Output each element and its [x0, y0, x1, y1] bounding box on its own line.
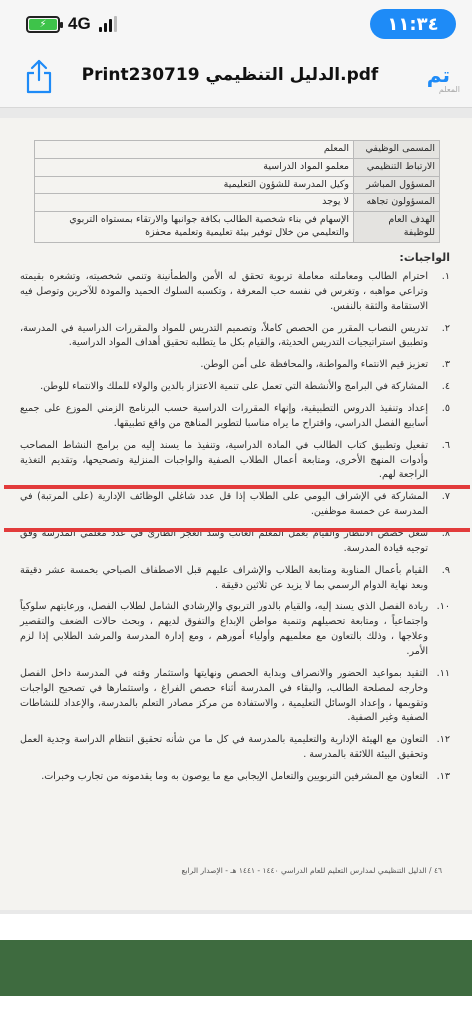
duty-text: التعاون مع المشرفين التربويين والتعامل الإيجابي مع ما يوصون به وما يقدمونه من تجارب وخبرات. — [41, 771, 428, 783]
document-title: Print230719 الدليل التنظيمي.pdf — [81, 65, 379, 85]
done-button[interactable]: تم — [426, 63, 450, 87]
duty-item — [20, 322, 450, 352]
network-type: 4G — [68, 14, 91, 33]
duty-text: تدريس النصاب المقرر من الحصص كاملاً، وتصميم التدريس للمواد والمقررات الدراسية في المدرسة، وتطبيق استراتيجيات التدريس الحديثة، والقيام بكل ما يتطلبه تحقيق أهداف المواد الدراسية. — [20, 322, 428, 349]
duty-number: ٦. — [441, 439, 450, 451]
duty-item — [20, 439, 450, 484]
info-value: الإسهام في بناء شخصية الطالب بكافة جوانبها والارتقاء بمستواه التربوي والتعليمي من خلال توفير بيئة تعليمية وتعلمية محفزة — [35, 212, 354, 243]
duty-item — [20, 402, 450, 432]
duty-number: ٨. — [441, 528, 450, 540]
duty-number: ١٠. — [436, 601, 450, 613]
duty-item — [20, 270, 450, 315]
job-info-table — [34, 140, 440, 243]
info-row — [35, 194, 440, 212]
duty-number: ١. — [441, 271, 450, 282]
document-viewer[interactable] — [0, 108, 472, 1024]
status-time: ١١:٣٤ — [370, 9, 456, 39]
duty-text: إعداد وتنفيذ الدروس التطبيقية، وإنهاء المقررات الدراسية حسب البرنامج الزمني الموزع على جميع أسابيع الفصل الدراسي، واقتراح ما يراه مناسبا لتطوير المناهج من واقع تطبيقها. — [20, 403, 428, 429]
duty-number: ١١. — [436, 667, 450, 679]
duty-text: تفعيل وتطبيق كتاب الطالب في المادة الدراسية، وتنفيذ ما يسند إليه من برامج النشاط المصاحب وأدوات المنهج الأخرى، ومتابعة أعمال الطلاب الصفية والواجبات المنزلية وتصحيحها، وتقديم التغذية الراجعة لهم. — [20, 439, 428, 481]
info-row — [35, 158, 440, 176]
duty-text: شغل حصص الانتظار والقيام بعمل المعلم الغائب وسد العجز الطارئ في عدد معلمي المدرسة وفق توجيه قيادة المدرسة. — [20, 528, 428, 554]
duty-item — [20, 733, 450, 763]
info-label: الهدف العام للوظيفة — [354, 212, 440, 243]
duty-text: التعاون مع الهيئة الإدارية والتعليمية بالمدرسة في كل ما من شأنه تحقيق انتظام الدراسة وجدية العمل وتحقيق البيئة اللائقة بالمدرسة . — [20, 734, 428, 761]
info-label: المسؤولون تجاهه — [354, 194, 440, 212]
info-row — [35, 176, 440, 194]
nav-bar — [0, 50, 472, 108]
info-value: وكيل المدرسة للشؤون التعليمية — [35, 176, 354, 194]
page-footer: ٤٦ / الدليل التنظيمي لمدارس التعليم للعام الدراسي ١٤٤٠ - ١٤٤١ هـ - الإصدار الرابع — [181, 866, 442, 875]
info-label: المسمى الوظيفي — [354, 141, 440, 159]
duty-number: ٥. — [441, 403, 450, 415]
nav-subtitle: المعلم — [438, 85, 460, 94]
info-label: المسؤول المباشر — [354, 176, 440, 194]
duty-text: ريادة الفصل الذي يسند إليه، والقيام بالدور التربوي والإرشادي الشامل لطلاب الفصل، ورعايتهم سلوكياً واجتماعياً ، ومتابعة تحصيلهم وتنمية مواطن الإبداع والتفوق لديهم ، وبحث حالات الضعف والتقصير وعلاجها ، وذلك بالتعاون مع معلميهم وأولياء أمورهم ، ومع إدارة المدرسة والمرشد الطلابي إذا لزم الأمر. — [20, 601, 428, 658]
duty-item — [20, 667, 450, 726]
duties-heading: الواجبات: — [399, 251, 450, 264]
share-icon — [24, 58, 54, 94]
duty-number: ٣. — [441, 359, 450, 371]
duty-number: ٩. — [441, 564, 450, 576]
duty-number: ٢. — [441, 322, 450, 334]
duty-number: ٤. — [441, 381, 450, 393]
share-button[interactable] — [24, 58, 54, 94]
info-row — [35, 212, 440, 243]
duty-item — [20, 600, 450, 659]
duty-text: القيام بأعمال المناوبة ومتابعة الطلاب والإشراف عليهم قبل الاصطفاف الصباحي بخمسة عشر دقيقة وبعد نهاية الدوام الرسمي بما لا يزيد عن ثلاثين دقيقة . — [20, 564, 428, 591]
status-bar — [0, 0, 472, 50]
duty-item — [20, 770, 450, 785]
highlight-annotation — [4, 485, 470, 532]
duty-text: احترام الطالب ومعاملته معاملة تربوية تحقق له الأمن والطمأنينة وتنمي شخصيته، وتشعره بقيمته وتراعي مواهبه ، وتغرس في نفسه حب المعرفة ، وتكسبه السلوك الحميد والمودة للآخرين وتوصل فيه الاستقامة والثقة بالنفس. — [20, 271, 428, 312]
duty-number: ١٣. — [436, 771, 450, 783]
signal-icon — [99, 16, 117, 32]
duty-item — [20, 564, 450, 594]
info-value: المعلم — [35, 141, 354, 159]
duty-item — [20, 380, 450, 395]
duty-item — [20, 358, 450, 373]
info-value: معلمو المواد الدراسية — [35, 158, 354, 176]
duty-number: ٧. — [441, 491, 450, 503]
status-indicators — [26, 14, 117, 34]
duty-text: المشاركة في الإشراف اليومي على الطلاب إذا قل عدد شاغلي الوظائف الإدارية (على المرتبة) في المدرسة عن خمسة موظفين. — [20, 491, 428, 518]
duty-number: ١٢. — [436, 734, 450, 746]
duty-text: التقيد بمواعيد الحضور والانصراف وبداية الحصص ونهايتها واستثمار وقته في المدرسة داخل الفصل وخارجه لمصلحة الطالب، والبقاء في المدرسة أثناء حصص الفراغ ، واستثمارها في تصحيح الواجبات وتقويمها ، وإعداد الوسائل التعليمية ، والاستفادة من مركز مصادر التعلم بالمدرسة، والإعداد للنشاطات الصفية وغير الصفية. — [20, 667, 428, 724]
next-page-band — [0, 940, 472, 996]
battery-icon: ⚡ — [26, 16, 60, 33]
info-row — [35, 141, 440, 159]
info-value: لا يوجد — [35, 194, 354, 212]
duty-text: تعزيز قيم الانتماء والمواطنة، والمحافظة على أمن الوطن. — [200, 359, 428, 371]
info-label: الارتباط التنظيمي — [354, 158, 440, 176]
duty-text: المشاركة في البرامج والأنشطة التي تعمل على تنمية الاعتزاز بالدين والولاء للملك والانتماء للوطن. — [40, 381, 428, 393]
